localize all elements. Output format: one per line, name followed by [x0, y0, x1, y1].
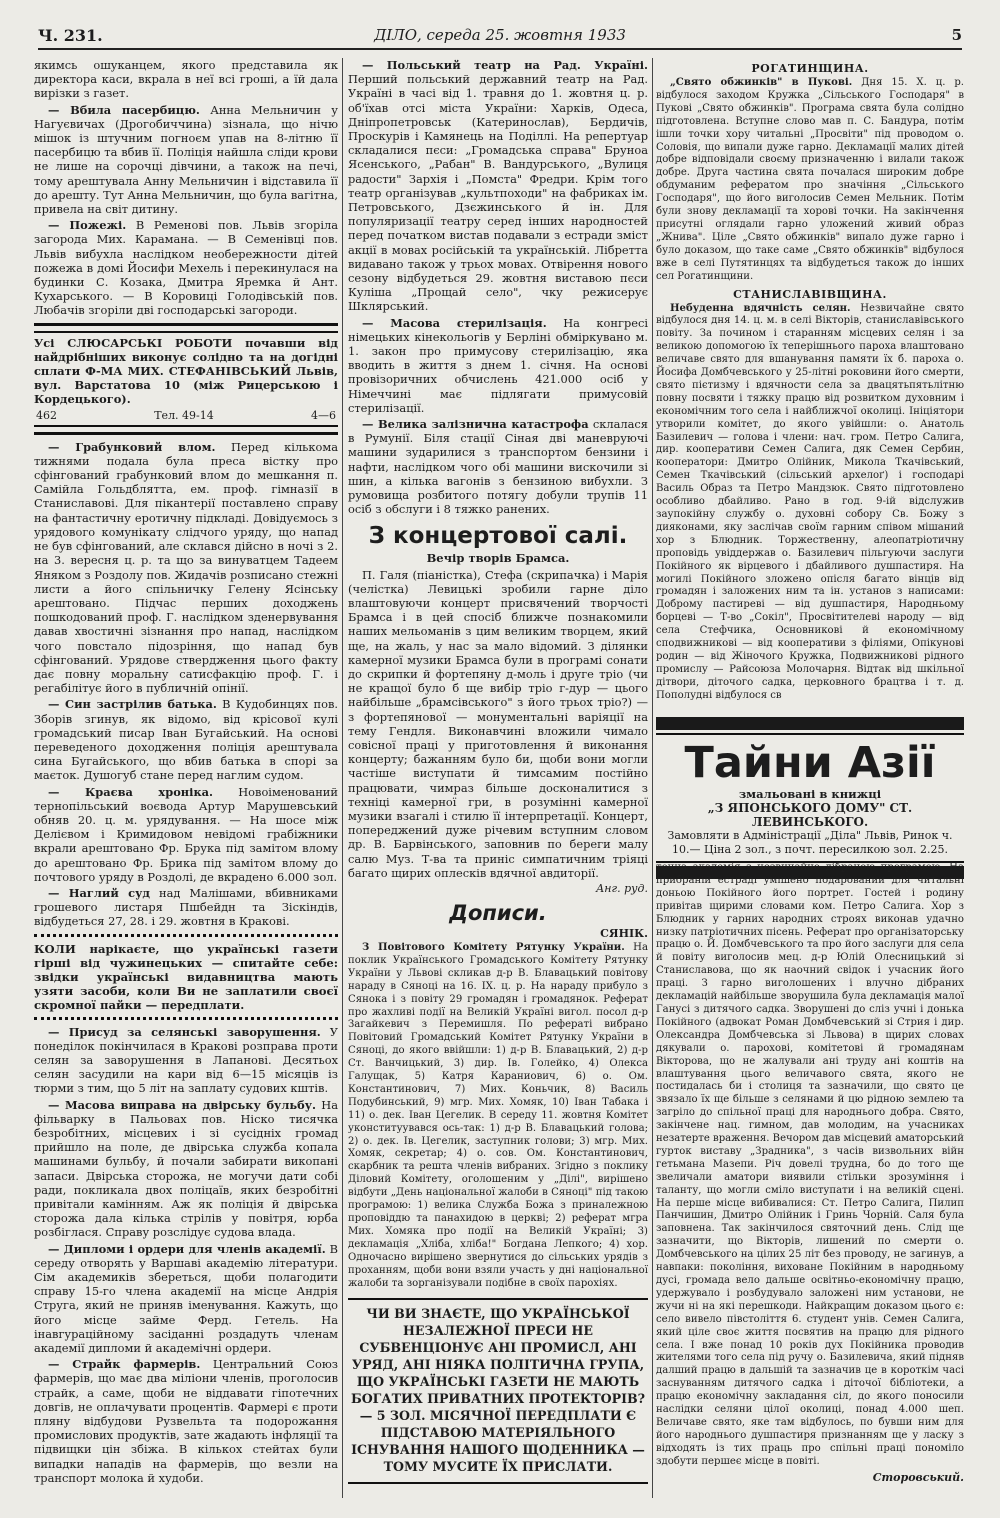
book-advertisement — [656, 714, 964, 882]
article — [34, 886, 338, 929]
article — [34, 785, 338, 884]
article-continuation: точна академія з незвичайно дібраною програмою. На прибраній естраді умішено подарований для читальні доньою Покійного його портрет. Гостей і родину привітав щирими словами ком. Петро Салига. Хор з Блюдник у гарних народних строях виконав удачно низку патріотичних пісень. Реферат про організаторську працю о. Й. Домбчевського та про його заслуги для села й повіту виголосив мец. д-р Юлій Олесницький зі Станиславова, що як наочний свідок і учасник його праці. З гарно виголошених і влучно дібраних декламацій найбільше зворушила була декламація малої Ганусі з дитячого садка. Зворушені до сліз учні і донька Покійного (адвокат Роман Домбчевський зі Стрия і дир. Олександра Домбчевська зі Львова) в щирих словах дякували о. пароховi, комітетові й громадянам Вікторова, що не жалували ані труду ані коштів на влаштування цього величавого свята, якого не постидалась би і столиця та зазначили, що свято це звязало їх ще більше з селянами й цю рідною землею та загріло до спільної праці для народнього добра. Свято, закінчене нац. гимном, дав молодим, на учасниках незатерте враження. Вечором дав місцевий аматорський гурток виставу „Зрадника", з часів визвольних війн гетьмана Мазепи. Річ довелі трудна, бо до того ще звеличали аматори виявили стільки зрозуміння і таланту, що могли сміло виступати і на великій сцені. На перше місце вибивалися: Ст. Петро Салига, Пилип Панчишин, Дмитро Олійник і Гринь Чорній. Саля була заповнена. Так закінчилося святочний день. Слід ще зазначити, що Вікторів, лишений по смерти о. Домбчевського на цілих 25 літ без проводу, не загинув, а навпаки: покоління, виховане Покійним в народньому дусі, громада вело дальше освітньо-економічну працю, удержувало і розбудувало заложені ним установи, не жучи ні на які перешкоди. Найкращим доказом цього є: село вивело півстоліття 6. студент унів. Семен Салига, який ціле своє життя посвятив на працю для рідного села. І вже понад 10 років дух Покійника проводив жителями того села під ручу о. Базилевича, який підняв далший працю в дальшій та зазначив це в короткім часі заснуванням дитячого садка і діточої бібліотеки, а працю економічну закладання сіл, до якого поносили наслідки селяни цілої околиці, понад 4.000 шеп. Величаве свято, яке там відбулось, по бувши ним для його народнього душпастиря признанням ще у ласку з відходять із тих праць про спільні праці пономіло здобути першеє місце в повіті. — [656, 862, 964, 1467]
article — [348, 417, 648, 516]
author-signature: Анг. руд. — [595, 881, 648, 895]
article-heading: — Масова виправа на двірську бульбу. — [48, 1097, 316, 1112]
column-right-continued — [656, 862, 964, 1484]
article — [656, 303, 964, 703]
ad-text: Усі СЛЮСАРСЬКІ РОБОТИ почавши від найдрібніших виконує солідно та на догідні сплати Ф-МА МИХ. СТЕФАНІВСЬКИЙ Львів, вул. Варстатова 10 (між Рицерською і Кордецького). — [34, 335, 338, 407]
article-heading: — Наглий суд — [48, 885, 150, 900]
article-heading: — Дипломи і ордери для членів академії. — [48, 1241, 326, 1256]
ad-band — [656, 717, 964, 730]
article-heading: — Присуд за селянські заворушення. — [48, 1024, 321, 1039]
letter-body: На поклик Українського Громадського Комітету Рятунку України у Львові скликав д-р В. Блавацький повітову нараду в Сяноці на 16. IX. ц. р. На нараду прибуло з Сянока і з повіту 29 громадян і громадянок. Реферат про жахливі події на Великій Україні вигол. посол д-р Загайкевич з Перемишля. По рефераті вибрано Повітовий Громадський Комітет Рятунку України в Сяноці, до якого ввійшли: 1) д-р В. Блавацький, 2) д-р Ст. Ванчицький, 3) дир. Ів. Голейко, 4) Олекса Галущак, 5) Катря Караниович, 6) о. Ом. Константинович, 7) Мих. Коньчик, 8) Василь Подубинський, 9) мгр. Мих. Хомяк, 10) Іван Табака і 11) о. дек. Іван Цегелик. В середу 11. жовтня Комітет уконституувався ось-так: 1) д-р В. Блавацький голова; 2) о. дек. Ів. Цегелик, заступник голови; 3) мгр. Мих. Хомяк, секретар; 4) о. сов. Ом. Константинович, скарбник та решта членів вибраних. Згідно з поклику Діловий Комітету, оголошеним у „Ділі", вирішено відбути „День національної жалоби в Сяноці" під такою програмою: 1) велика Служба Божа з приналежною проповіддю та панахидою в церкві; 2) реферат мгра Мих. Хомяка про події на Великій Україні; 3) декламація „Хліба, хліба!" Богдана Лепкого; 4) хор. Одночасно вирішено звернутися до сільських урядів з проханням, щоби вони взяли участь у дні національної жалоби та зорганізували подібне в своїх парохіях. — [348, 941, 648, 1289]
issue-number: Ч. 231. — [38, 26, 103, 45]
article-body: Центральний Союз фармерів, що має два міліони членів, проголосив страйк, а саме, щоби не віддавати гіпотечних довгів, не оплачувати процентів. Фармері є проти пляну відбудови Рузвельта та подорожання промислових продуктів, зате жадають інфляції та підвищки цін збіжа. В кількох стейтах були випадки нападів на фармерів, що везли на транспорт молока й худоби. — [34, 1357, 339, 1485]
article — [34, 1242, 338, 1356]
article-body: В Ременові пов. Львів згоріла загорода Мих. Карамана. — В Семенівці пов. Львів вибухла наслідком необережности дітей пожежа в домі Йосифи Мехель і перекинулася на будинки С. Козака, Дмитра Яремка й Ант. Кухарського. — В Коровиці Голодівській пов. Любачів згоріли дві господарські загороди. — [34, 218, 338, 318]
subscription-appeal: КОЛИ нарікаєте, що українські газети гірші від чужинецьких — спитайте себе: звідки українські видавництва мають узяти засоби, коли Ви не заплатили своєї скромної пайки — передплати. — [34, 941, 338, 1012]
article-body: над Малішами, вбивниками грошевого листаря Пшбейдн та Зіскіндів, відбудеться 27, 28. і 29. жовтня в Кракові. — [34, 885, 338, 929]
article-body: На конгресі німецьких кінекольогів у Берліні обміркувано м. 1. закон про примусову стерилізацію, яка вводить в життя з днем 1. січня. На основі провізоричних обчислень 421.000 осіб у Німеччині має підлягати примусовій стерилізації. — [348, 315, 648, 415]
ad-title: Тайни Азії — [684, 738, 936, 788]
ad-box — [656, 733, 964, 863]
column-middle — [348, 58, 648, 1498]
ad-number: 462 — [36, 408, 57, 422]
article-body: Дня 15. X. ц. р. відбулося заходом Кружка „Сільського Господаря" в Пукові „Свято обжинків". Програма свята була солідно підготовлена. Вступне слово мав п. С. Бандура, потім ішли точки хору читальні „Просвіти" під проводом о. Соловія, що випали дуже гарно. Декламації малих дітей добре відповідали своєму призначенню і вилали також добре. Друга частина свята почалася широким добре обдуманим рефератом про значіння „Сільського Господаря", що його виголосив Семен Мельник. Потім були знову декламації та хорові точки. На закінчення присутні оглядали гарно уложений живий образ „Жнива". Ціле „Свято обжинків" випало дуже гарно і було доказом, що таке саме „Свято обжинків" відбулося вже в селі Путятинцях та відбудеться також до інших сел Рогатинщини. — [656, 77, 964, 282]
article-body: У понеділок покінчилася в Кракові розправа проти селян за заворушення в Лапанові. Десятьох селян засудили на кари від 6—15 місяців із тюрми з тим, що 5 літ на заплату судових кштів. — [34, 1024, 338, 1096]
article-body: Незвичайне свято відбулося дня 14. ц. м. в селі Вікторів, станиславівського повіту. За почином і старанням місцевих селян і за великою допомогою їх теперішнього пароха влаштовано величаве свято для вшанування памяти їх б. пароха о. Йосифа Домбчевського у 25-літні роковини його смерти, свято пієтизму і вдячности села за двацятьпятьлітню повну посвяти і тяжку працю від розвитком духовним і економічним того села і найближчої околиці. Ініціятори утворили комітет, до якого увійшли: о. Анатоль Базилевич — голова і члени: нач. гром. Петро Салига, дир. кооперативи Семен Салига, дяк Семен Сербин, кооператори: Дмитро Олійник, Микола Ткачівський, Семен Ткачівський (сільський архелоґ) і господарі Василь Образ та Петро Мандзюк. Свято підготовлено особливо дбайливо. Рано в год. 9-ій відслужив заупокійну службу о. духовні собору Св. Божу з дияконами, яку заслічав своїм гарним співом мішаний хор з Блюдник. Торжественну, алеопатріотичну проповідь увіддержав о. Базилевич пільгуючи заслуги Покійного як вірцевого і дбайливого душпастиря. На могилі Покійного зложено опісля багато вінців від громадян і заложених ним та ін. установ з написами: Доброму пастиреві — від душпастиря, Народньому борцеві — Т-во „Сокіл", Просвітителеві народу — від села Стефчика, Основниковi й економічному сподвижникові — від кооперативи з філіями, Опікунові родин — від Жіночого Кружка, Подвижникові рідного промислу — Райсоюзa Молочарня. Відтак від шкільної дітвори, діточого садка, церковного брацтва і т. д. Пополудні відбулося св — [656, 302, 964, 701]
article-heading: — Пожежі. — [48, 218, 127, 233]
masthead: ДІЛО, середа 25. жовтня 1933 — [374, 26, 626, 44]
region-heading: СТАНИСЛАВІВЩИНА. — [733, 287, 887, 301]
article-body: Анна Мельничин у Нагуєвичах (Дрогобиччина) зізнала, що нічю мішок із штучним погноєм упав на 8-літню її пасербицю та вбив її. Поліція найшла сліди крови не лише на сорочці дівчини, а також на печі, тому арештувала Анну Мельничин і відставила її до арешту. Тут Анна Мельничин, що була вагітна, привела на світ дитину. — [34, 102, 338, 217]
article — [34, 1098, 338, 1240]
divider — [34, 1017, 338, 1020]
letter-heading: З Повітового Комітету Рятунку України. — [362, 941, 625, 953]
press-appeal: ЧИ ВИ ЗНАЄТЕ, ЩО УКРАЇНСЬКОЇ НЕЗАЛЕЖНОЇ ПРЕСИ НЕ СУБВЕНЦІОНУЄ АНІ ПРОМИСЛ, АНІ УРЯД, АНІ НІЯКА ПОЛІТИЧНА ГРУПА, ЩО УКРАЇНСЬКІ ГАЗЕТИ НЕ МАЮТЬ БОГАТИХ ПРИВАТНИХ ПРОТЕКТОРІВ? — 5 ЗОЛ. МІСЯЧНОЇ ПЕРЕДПЛАТИ Є ПІДСТАВОЮ МАТЕРІЯЛЬНОГО ІСНУВАННЯ НАШОГО ЩОДЕННИКА — ТОМУ МУСИТЕ ЇХ ПРИСЛАТИ. — [350, 1306, 646, 1475]
concert-review: П. Галя (піаністка), Стефа (скрипачка) і Марія (челістка) Левицькі зробили гарне діло влаштовуючи концерт присвячений творчості Брамса і в цей спосіб ближче познакомили наших мельоманів з цим великим творцем, який ще, на жаль, у нас за мало відомий. З ділянки камерної музики Брамса були в програмі сонати до скрипки й фортепяну д-моль і друге тріо (чи не кращої було б ще вибір тріо г-дур — цього найбільше „брамсівського" з його трьох тріо?) — з фортепянової — монументальні варіяції на тему Гендля. Виконавчині вложили чимало совісної праці у приготовлення й виконання концерту; бажанням було би, щоби вони могли частіше виступати й тимсамим постійно працювати, чимраз більше досконалитися з техніці камерної гри, в розумінні камерної музики взагалі і стилю її інтерпретації. Концерт, попереджений дуже річевим вступним словом др. В. Барвінського, заповнив по береги малу салю Муз. Т-ва та приніс симпатичним тріяці багато щирих оплесків вдячної авдиторії. — [348, 567, 648, 880]
article-body: Перед кількома тижнями подала була преса вістку про сфінгований грабунковий влом до мешкання п. Самійла Гольдблятта, ем. проф. гімназії в Станиславові. Для пікантерії поставлено справу на фантастичну еротичну підкладі. Довідуємось з урядового комунікату слідчого уряду, що напад не був сфінгований, але склався дійсно в ночі з 2. на 3. вересня ц. р. та що за винуватцем Тадеем Яняком з Роздолу пов. Жидачів розписано стежні листи а його спільничку Гелену Ясінську арештовано. Підчас перших доходжень пошкодований проф. Г. наслідком зденервування давав хвостичні зізнання про напад, наслідком чого повстало підозріння, що напад був сфінгований. Урядове ствердження цього факту дає повну моральну сатисфакцію проф. Г. і регабілітує його в публичній опінії. — [34, 439, 339, 696]
article-heading: — Вбила пасербицю. — [48, 102, 200, 117]
press-appeal-box — [348, 1298, 648, 1484]
letter — [348, 942, 648, 1290]
article-body: Новоіменований тернопільський воєвода Артур Марушевський обняв 20. ц. м. урядування. — На шосе між Делієвом і Кримидовом невідомі грабіжники вкрали арештовано Фр. Брука під замітом вломy до арештовано Фр. Брика під замітом вломy до почтового уряду в Роздолі, де вкрадено 6.000 зол. — [34, 784, 338, 884]
concert-section-title: З концертової салі. — [368, 522, 628, 549]
concert-subtitle: Вечір творів Брамса. — [426, 550, 570, 565]
advertisement — [34, 331, 338, 427]
article — [34, 1357, 338, 1485]
ad-phone: Тел. 49-14 — [154, 408, 214, 422]
region-heading: РОГАТИНЩИНА. — [751, 62, 869, 75]
column-left — [34, 58, 338, 1498]
article — [34, 440, 338, 696]
article-body: В Кудобинцях пов. Зборів згинув, як відомо, від крісової кулі громадський писар Іван Бугайський. На основі переведеного доходження поліція арештувала сина Бугайського, що вбив батька в спорі за маєток. Душогуб стане перед наглим судом. — [34, 697, 338, 783]
ad-run: 4—6 — [310, 408, 336, 422]
article — [348, 58, 648, 314]
author-signature: Стоpoвський. — [872, 1470, 964, 1484]
article-body: Перший польський державний театр на Рад. Україні в часі від 1. травня до 1. жовтня ц. р. об'їхав отсі міста України: Харків, Одеса, Дніпропетровськ (Катеринослав), Бердичів, Проскурів і Камянець на Поділлі. На репертуар складалися пєси: „Громадська справа" Бруноа Ясенського, „Рабан" В. Вандурського, „Вулиця радости" Зархія і „Помста" Фредри. Крім того театр організував „культпоходи" на фабриках ім. Петровського, Дзєжинського й ін. Для популяризації театру серед інших народностей перед початком вистав подавали з естради зміст акції в мовах російській та українській. Лібретта видавано також у трьох мовах. Отвірення нового сезону відбудеться 29. жовтня виставою пєси Куліша „Прощай село", чку режисерує Шклярський. — [348, 72, 648, 314]
article — [34, 1025, 338, 1096]
article-continuation: якимсь ошуканцем, якого представила як директора каси, вкрала в неї всі гроші, а їй дала вирізки з газет. — [34, 58, 338, 101]
ad-book-title: „З ЯПОНСЬКОГО ДОМУ" СТ. ЛЕВИНСЬКОГО. — [707, 801, 913, 829]
letters-section-title: Дописи. — [449, 900, 547, 925]
divider — [34, 934, 338, 937]
divider — [34, 323, 338, 326]
ad-footer — [34, 409, 338, 422]
divider — [34, 432, 338, 435]
article-body: На фільварку в Пальоваx пов. Ніско тисячка безробітних, місцевих і зі сусідніх громад прийшло на поле, де двірська служба копала машинами бульбу, й почали забирати викопані запаси. Двірська сторожа, не могучи дати собі ради, покликала двох поліцаїв, яких безробітні привітали камінням. Аж як поліція й двірська сторожа дала кілька стрілів у повітря, юрба розбіглася. Справу розслідує судова влада. — [34, 1097, 338, 1240]
article — [348, 316, 648, 415]
article-heading: — Краєва хроніка. — [48, 784, 214, 799]
article-body: склалася в Румунії. Біля стації Сіная дві маневруючі машини зударилися з транспортом бензини і нафти, наслідком чого обі машини вискочили зі шин, а кілька вагонів з бензиною вибухли. З румовища розбитого потягу добули трупів 11 осіб з обслуги і 8 тяжко ранених. — [348, 417, 648, 517]
article-heading: — Польський театр на Рад. Україні. — [362, 58, 648, 72]
article-body: В середу отворять у Варшаві академію літератури. Сім академиків збереться, щоби полагодити справу 15-го члена академії на місце Андрія Струга, який не приняв іменування. Кажуть, що його місце займе Ферд. Гетель. На інавгураційному засіданні роздадуть членам академії дипломи й академічні ордери. — [34, 1241, 338, 1356]
article-heading: Небуденна вдячність селян. — [670, 302, 851, 314]
article-heading: — Масова стерилізація. — [362, 315, 547, 330]
dateline: СЯНІК. — [600, 926, 648, 940]
column-rule — [652, 58, 653, 1498]
article — [34, 697, 338, 782]
article — [34, 103, 338, 217]
article-heading: — Велика залізнична катастрофа — [362, 417, 589, 432]
article-heading: — Грабунковий влом. — [48, 439, 216, 454]
ad-order-info: Замовляти в Адміністрації „Діла" Львів, Ринок ч. 10.— Ціна 2 зол., з почт. пересилкою зол. 2.25. — [667, 829, 953, 856]
article-heading: „Свято обжинків" в Пукові. — [670, 77, 853, 88]
ad-subtitle: змальовані в книжці — [738, 787, 882, 801]
page-number: 5 — [951, 26, 962, 44]
column-rule — [342, 58, 343, 1498]
article — [34, 218, 338, 317]
article-heading: — Син застрілив батька. — [48, 697, 217, 712]
article — [656, 77, 964, 284]
page-header — [38, 24, 962, 50]
article-heading: — Страйк фармерів. — [48, 1357, 201, 1372]
